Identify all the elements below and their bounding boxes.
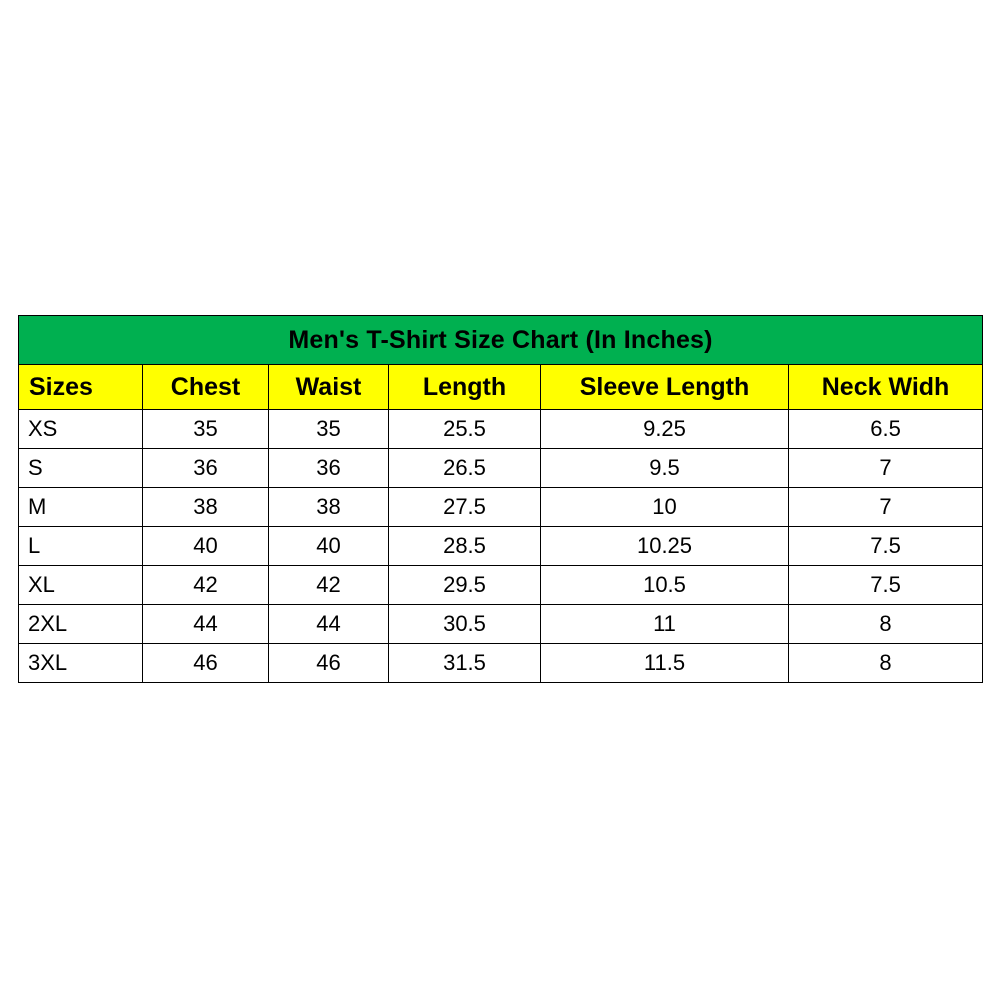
cell-length: 29.5 (389, 566, 541, 605)
table-row (19, 644, 983, 683)
table-header-row (19, 365, 983, 410)
cell-sleeve-length: 11.5 (541, 644, 789, 683)
cell-sleeve-length: 10.5 (541, 566, 789, 605)
column-header-chest: Chest (143, 365, 269, 410)
column-header-waist: Waist (269, 365, 389, 410)
cell-sleeve-length: 9.5 (541, 449, 789, 488)
cell-chest: 35 (143, 410, 269, 449)
cell-size: L (19, 527, 143, 566)
cell-size: 3XL (19, 644, 143, 683)
table-row (19, 605, 983, 644)
cell-chest: 36 (143, 449, 269, 488)
table-title-row (19, 316, 983, 365)
cell-waist: 46 (269, 644, 389, 683)
cell-chest: 44 (143, 605, 269, 644)
cell-length: 26.5 (389, 449, 541, 488)
cell-neck-width: 6.5 (789, 410, 983, 449)
table-row (19, 566, 983, 605)
cell-neck-width: 7 (789, 449, 983, 488)
table-row (19, 488, 983, 527)
column-header-neck-width: Neck Widh (789, 365, 983, 410)
cell-waist: 36 (269, 449, 389, 488)
table-row (19, 527, 983, 566)
cell-size: XL (19, 566, 143, 605)
cell-length: 28.5 (389, 527, 541, 566)
cell-neck-width: 7.5 (789, 527, 983, 566)
cell-sleeve-length: 10 (541, 488, 789, 527)
column-header-sleeve-length: Sleeve Length (541, 365, 789, 410)
cell-chest: 40 (143, 527, 269, 566)
cell-length: 25.5 (389, 410, 541, 449)
cell-chest: 38 (143, 488, 269, 527)
size-chart-table (18, 315, 983, 683)
cell-size: 2XL (19, 605, 143, 644)
cell-waist: 38 (269, 488, 389, 527)
table-row (19, 449, 983, 488)
cell-length: 31.5 (389, 644, 541, 683)
cell-sleeve-length: 9.25 (541, 410, 789, 449)
cell-waist: 35 (269, 410, 389, 449)
size-chart-container (18, 315, 982, 683)
cell-neck-width: 8 (789, 644, 983, 683)
cell-neck-width: 7.5 (789, 566, 983, 605)
cell-chest: 42 (143, 566, 269, 605)
table-row (19, 410, 983, 449)
cell-length: 27.5 (389, 488, 541, 527)
cell-neck-width: 7 (789, 488, 983, 527)
cell-size: XS (19, 410, 143, 449)
cell-waist: 40 (269, 527, 389, 566)
cell-sleeve-length: 11 (541, 605, 789, 644)
cell-sleeve-length: 10.25 (541, 527, 789, 566)
chart-title: Men's T-Shirt Size Chart (In Inches) (19, 316, 983, 365)
cell-size: S (19, 449, 143, 488)
cell-neck-width: 8 (789, 605, 983, 644)
column-header-length: Length (389, 365, 541, 410)
column-header-sizes: Sizes (19, 365, 143, 410)
cell-waist: 42 (269, 566, 389, 605)
cell-chest: 46 (143, 644, 269, 683)
cell-size: M (19, 488, 143, 527)
cell-length: 30.5 (389, 605, 541, 644)
cell-waist: 44 (269, 605, 389, 644)
